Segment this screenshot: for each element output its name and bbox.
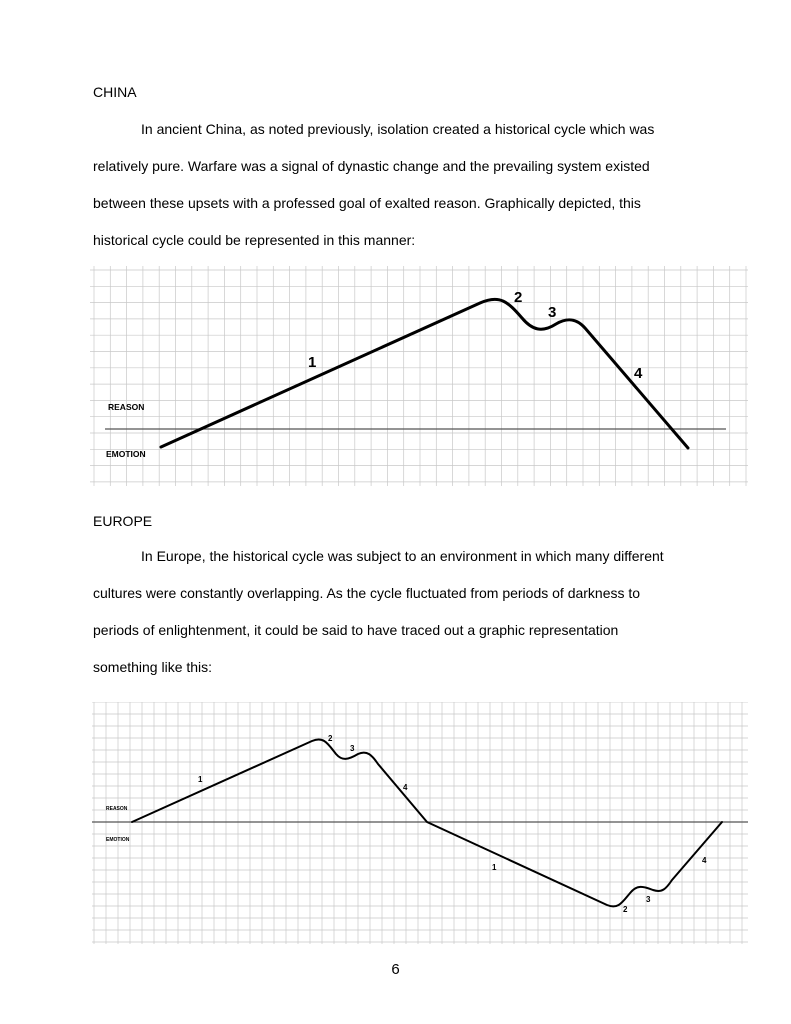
europe-emotion-label: EMOTION	[106, 837, 130, 843]
china-cycle-diagram	[90, 266, 748, 486]
europe-line-3: periods of enlightenment, it could be said to have traced out a graphic representation	[93, 622, 619, 638]
china-emotion-label: EMOTION	[106, 449, 146, 459]
europe-rise-phase-1-label: 1	[198, 775, 203, 784]
china-phase-3-label: 3	[548, 304, 557, 321]
china-line-3: between these upsets with a professed goal of exalted reason. Graphically depicted, this	[93, 195, 641, 211]
europe-rise-phase-2-label: 2	[328, 734, 333, 743]
china-heading: CHINA	[93, 84, 137, 100]
china-phase-4-label: 4	[634, 365, 643, 382]
europe-fall-phase-4-label: 4	[702, 856, 707, 865]
china-grid	[90, 266, 748, 486]
china-line-1: In ancient China, as noted previously, isolation created a historical cycle which was	[141, 121, 655, 137]
china-reason-label: REASON	[108, 402, 145, 412]
europe-rise-phase-4-label: 4	[403, 783, 408, 792]
europe-fall-phase-1-label: 1	[492, 863, 497, 872]
china-phase-2-label: 2	[514, 289, 523, 306]
china-cycle-curve	[161, 299, 688, 448]
europe-cycle-diagram	[92, 702, 748, 944]
europe-line-1: In Europe, the historical cycle was subject to an environment in which many different	[141, 548, 664, 564]
page-number: 6	[391, 961, 400, 978]
china-line-4: historical cycle could be represented in this manner:	[93, 232, 416, 248]
europe-fall-phase-3-label: 3	[646, 895, 651, 904]
china-paragraph	[93, 121, 733, 269]
europe-reason-label: REASON	[106, 806, 128, 812]
europe-line-4: something like this:	[93, 659, 213, 675]
europe-paragraph	[93, 548, 733, 696]
europe-grid	[92, 702, 748, 944]
europe-line-2: cultures were constantly overlapping. As the cycle fluctuated from periods of darkness to	[93, 585, 641, 601]
europe-heading: EUROPE	[93, 513, 153, 529]
europe-rise-phase-3-label: 3	[350, 744, 355, 753]
europe-fall-phase-2-label: 2	[623, 905, 628, 914]
china-phase-1-label: 1	[308, 354, 317, 371]
china-line-2: relatively pure. Warfare was a signal of dynastic change and the prevailing system existed	[93, 158, 650, 174]
europe-cycle-curve	[132, 739, 722, 906]
